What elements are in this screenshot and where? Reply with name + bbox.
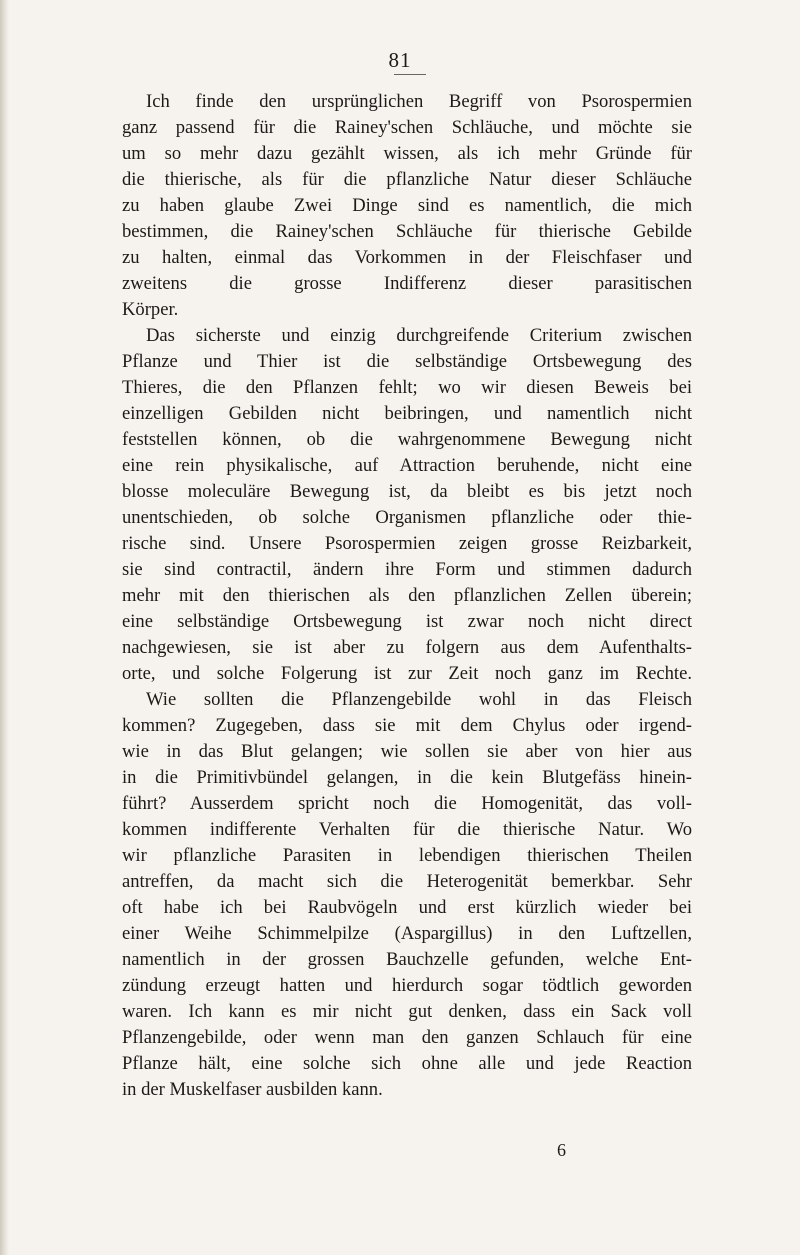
text-line: einzelligen Gebilden nicht beibringen, und namentlich nicht bbox=[122, 403, 692, 424]
text-line: mehr mit den thierischen als den pflanzlichen Zellen überein; bbox=[122, 585, 692, 606]
text-line: Körper. bbox=[122, 299, 179, 320]
text-line: eine rein physikalische, auf Attraction beruhende, nicht eine bbox=[122, 455, 692, 476]
text-line: kommen indifferente Verhalten für die thierische Natur. Wo bbox=[122, 819, 692, 840]
text-line: in der Muskelfaser ausbilden kann. bbox=[122, 1079, 383, 1100]
text-line: Pflanze und Thier ist die selbständige Ortsbewegung des bbox=[122, 351, 692, 372]
text-line: die thierische, als für die pflanzliche Natur dieser Schläuche bbox=[122, 169, 692, 190]
text-line: Wie sollten die Pflanzengebilde wohl in das Fleisch bbox=[146, 689, 692, 710]
text-line: Thieres, die den Pflanzen fehlt; wo wir diesen Beweis bei bbox=[122, 377, 692, 398]
text-line: Pflanze hält, eine solche sich ohne alle und jede Reaction bbox=[122, 1053, 692, 1074]
text-line: oft habe ich bei Raubvögeln und erst kürzlich wieder bei bbox=[122, 897, 692, 918]
text-line: Pflanzengebilde, oder wenn man den ganzen Schlauch für eine bbox=[122, 1027, 692, 1048]
text-line: kommen? Zugegeben, dass sie mit dem Chylus oder irgend- bbox=[122, 715, 692, 736]
text-line: zu halten, einmal das Vorkommen in der Fleischfaser und bbox=[122, 247, 692, 268]
text-line: Das sicherste und einzig durchgreifende Criterium zwischen bbox=[146, 325, 692, 346]
text-line: in die Primitivbündel gelangen, in die kein Blutgefäss hinein- bbox=[122, 767, 692, 788]
text-line: waren. Ich kann es mir nicht gut denken, dass ein Sack voll bbox=[122, 1001, 692, 1022]
text-line: sie sind contractil, ändern ihre Form und stimmen dadurch bbox=[122, 559, 692, 580]
text-line: einer Weihe Schimmelpilze (Aspargillus) in den Luftzellen, bbox=[122, 923, 692, 944]
page-number: 81 bbox=[388, 48, 412, 72]
page-number-rule bbox=[394, 74, 426, 75]
body-text bbox=[122, 89, 692, 1103]
text-line: antreffen, da macht sich die Heterogenität bemerkbar. Sehr bbox=[122, 871, 692, 892]
text-line: bestimmen, die Rainey'schen Schläuche für thierische Gebilde bbox=[122, 221, 692, 242]
text-line: nachgewiesen, sie ist aber zu folgern aus dem Aufenthalts- bbox=[122, 637, 692, 658]
text-line: zu haben glaube Zwei Dinge sind es namentlich, die mich bbox=[122, 195, 692, 216]
signature-mark: 6 bbox=[557, 1140, 566, 1160]
text-line: namentlich in der grossen Bauchzelle gefunden, welche Ent- bbox=[122, 949, 692, 970]
text-line: zweitens die grosse Indifferenz dieser parasitischen bbox=[122, 273, 692, 294]
text-line: feststellen können, ob die wahrgenommene Bewegung nicht bbox=[122, 429, 692, 450]
text-line: wir pflanzliche Parasiten in lebendigen thierischen Theilen bbox=[122, 845, 692, 866]
text-line: blosse moleculäre Bewegung ist, da bleibt es bis jetzt noch bbox=[122, 481, 692, 502]
text-line: eine selbständige Ortsbewegung ist zwar noch nicht direct bbox=[122, 611, 692, 632]
text-line: unentschieden, ob solche Organismen pflanzliche oder thie- bbox=[122, 507, 692, 528]
text-line: um so mehr dazu gezählt wissen, als ich mehr Gründe für bbox=[122, 143, 692, 164]
text-line: Ich finde den ursprünglichen Begriff von Psorospermien bbox=[146, 91, 692, 112]
text-line: orte, und solche Folgerung ist zur Zeit noch ganz im Rechte. bbox=[122, 663, 692, 684]
text-line: zündung erzeugt hatten und hierdurch sogar tödtlich geworden bbox=[122, 975, 692, 996]
text-line: wie in das Blut gelangen; wie sollen sie aber von hier aus bbox=[122, 741, 692, 762]
text-line: ganz passend für die Rainey'schen Schläuche, und möchte sie bbox=[122, 117, 692, 138]
page-binding-edge bbox=[0, 0, 9, 1255]
text-line: führt? Ausserdem spricht noch die Homogenität, das voll- bbox=[122, 793, 692, 814]
text-line: rische sind. Unsere Psorospermien zeigen grosse Reizbarkeit, bbox=[122, 533, 692, 554]
